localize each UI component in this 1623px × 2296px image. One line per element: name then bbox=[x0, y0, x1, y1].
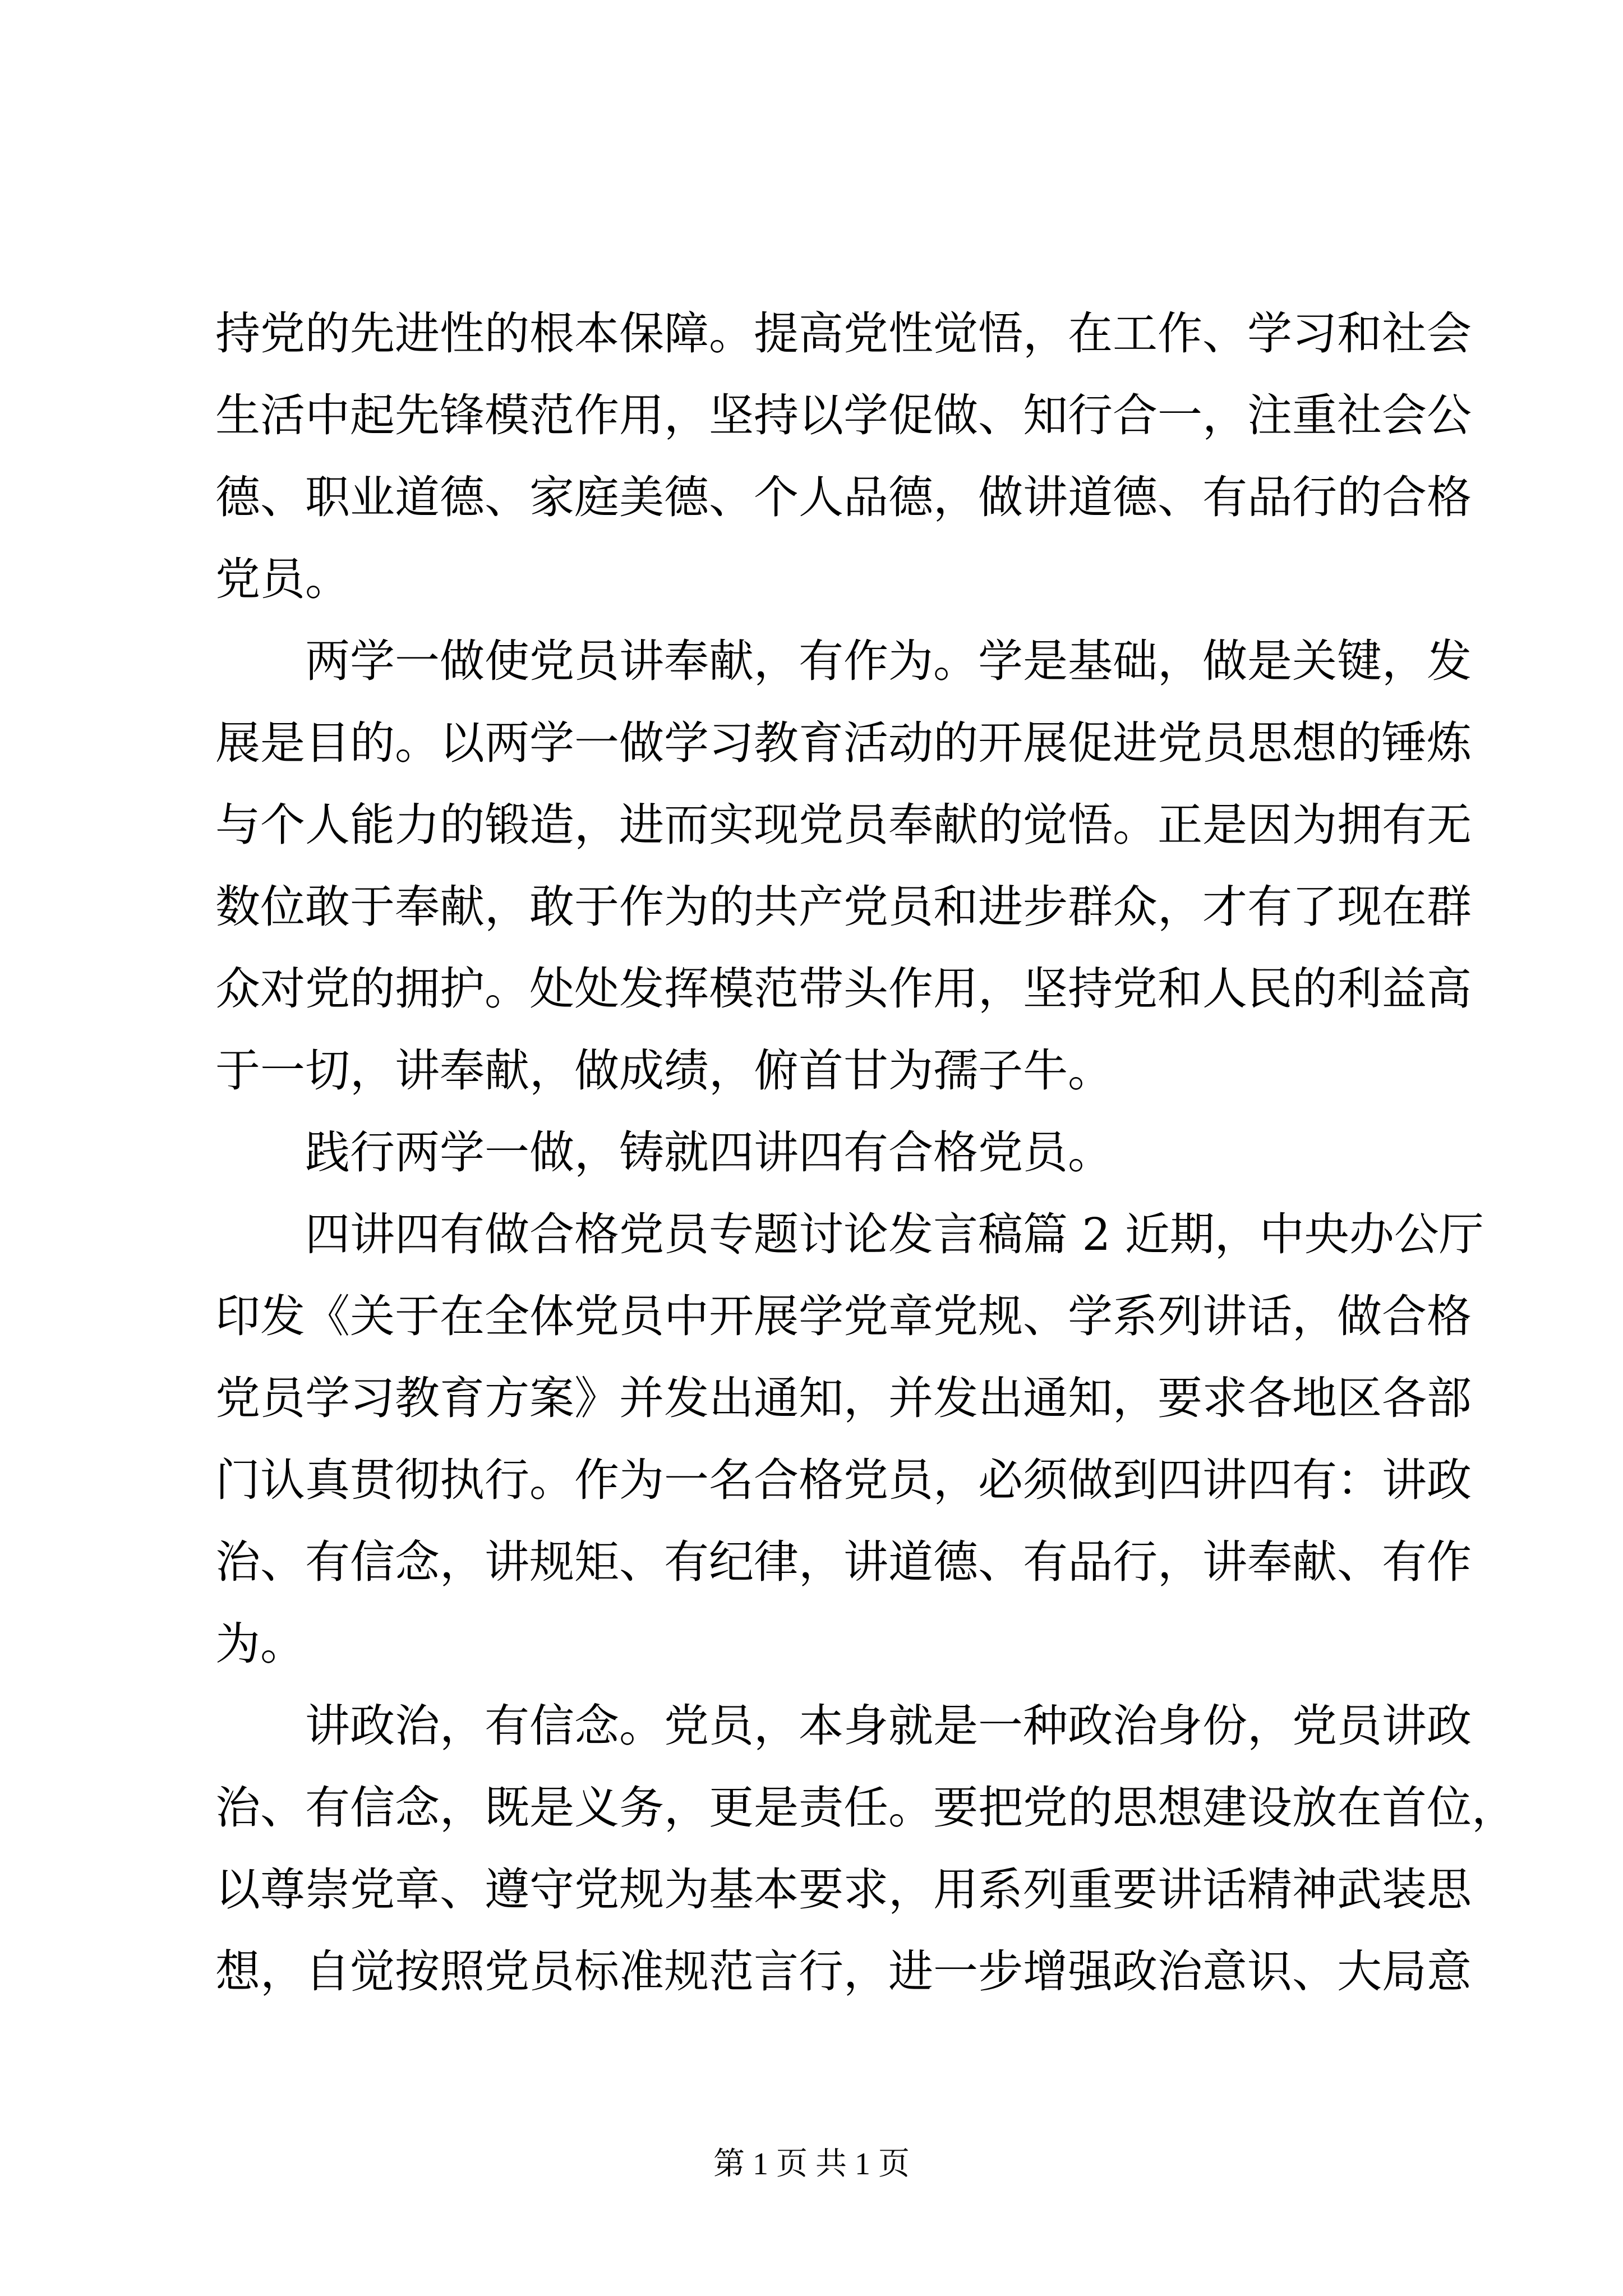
text-line: 众对党的拥护。处处发挥模范带头作用，坚持党和人民的利益高 bbox=[215, 963, 1472, 1015]
text-line: 以尊崇党章、遵守党规为基本要求，用系列重要讲话精神武装思 bbox=[215, 1864, 1472, 1916]
text-line: 党员。 bbox=[215, 553, 350, 605]
text-line: 持党的先进性的根本保障。提高党性觉悟，在工作、学习和社会 bbox=[215, 307, 1472, 360]
text-line: 门认真贯彻执行。作为一名合格党员，必须做到四讲四有：讲政 bbox=[215, 1454, 1472, 1506]
text-line: 印发《关于在全体党员中开展学党章党规、学系列讲话，做合格 bbox=[215, 1290, 1472, 1342]
text-line: 生活中起先锋模范作用，坚持以学促做、知行合一，注重社会公 bbox=[215, 389, 1472, 441]
text-line: 德、职业道德、家庭美德、个人品德，做讲道德、有品行的合格 bbox=[215, 471, 1472, 523]
text-line: 与个人能力的锻造，进而实现党员奉献的觉悟。正是因为拥有无 bbox=[215, 799, 1472, 851]
paragraph-start-line: 四讲四有做合格党员专题讨论发言稿篇 2 近期，中央办公厅 bbox=[305, 1208, 1484, 1260]
paragraph-start-line: 践行两学一做，铸就四讲四有合格党员。 bbox=[305, 1126, 1113, 1179]
text-line: 治、有信念，既是义务，更是责任。要把党的思想建设放在首位， bbox=[215, 1782, 1516, 1834]
text-line: 数位敢于奉献，敢于作为的共产党员和进步群众，才有了现在群 bbox=[215, 881, 1472, 933]
text-line: 治、有信念，讲规矩、有纪律，讲道德、有品行，讲奉献、有作 bbox=[215, 1536, 1472, 1588]
paragraph-start-line: 两学一做使党员讲奉献，有作为。学是基础，做是关键，发 bbox=[305, 635, 1472, 687]
text-line: 为。 bbox=[215, 1618, 305, 1670]
text-line: 于一切，讲奉献，做成绩，俯首甘为孺子牛。 bbox=[215, 1045, 1113, 1097]
text-line: 展是目的。以两学一做学习教育活动的开展促进党员思想的锤炼 bbox=[215, 717, 1472, 769]
paragraph-start-line: 讲政治，有信念。党员，本身就是一种政治身份，党员讲政 bbox=[305, 1700, 1472, 1752]
page-footer: 第 1 页 共 1 页 bbox=[713, 2147, 910, 2182]
text-line: 想，自觉按照党员标准规范言行，进一步增强政治意识、大局意 bbox=[215, 1945, 1472, 1998]
text-line: 党员学习教育方案》并发出通知，并发出通知，要求各地区各部 bbox=[215, 1372, 1472, 1424]
